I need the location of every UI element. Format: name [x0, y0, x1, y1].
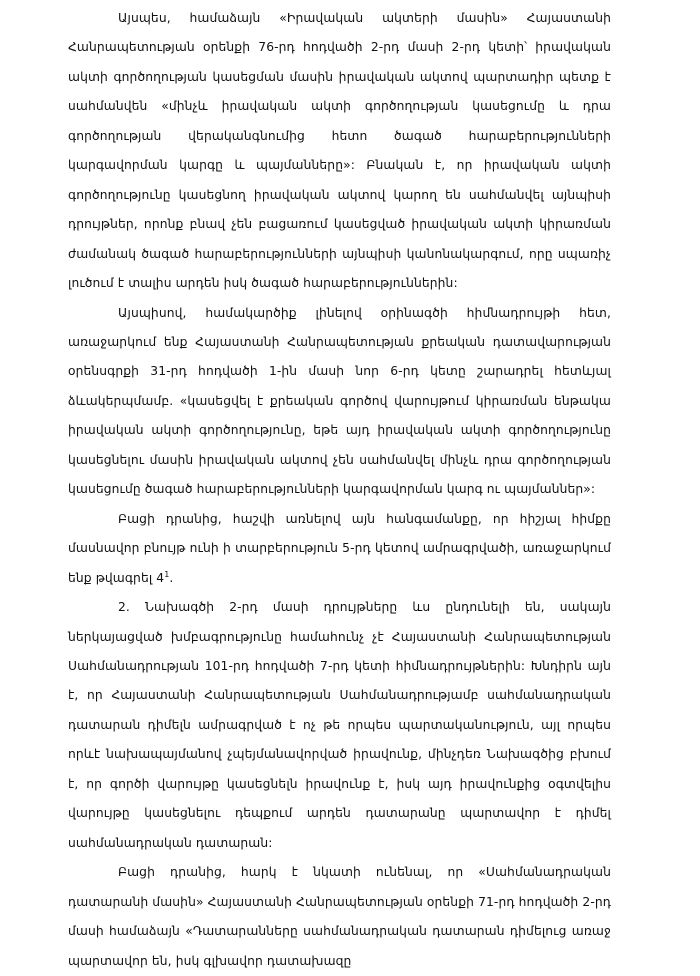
footnote-superscript: 1 [164, 569, 170, 579]
paragraph-4-text: 2. Նախագծի 2-րդ մասի դրույթները ևս ընդունելի են, սակայն ներկայացված խմբագրությունը համահունչ չէ Հայաստանի Հանրապետության Սահմանադրության 101-րդ հոդվածի 7-րդ կետի հիմնադրույթներին: Խնդիրն այն է, որ Հայաստանի Հանրապետության Սահմանադրությամբ սահմանադրական դատարան դիմելն ամրագրված է ոչ թե որպես պարտականություն, այլ որպես որևէ նախապայմանով չպեյմանավորված իրավունք, մինչդեռ Նախագծից բխում է, որ գործի վարույթը կասեցնելն իրավունք է, իսկ այդ իրավունքից օգտվելիս վարույթը կասեցնելու դեպքում արդեն դատարանը պարտավոր է դիմել սահմանադրական դատարան: [68, 600, 611, 850]
paragraph-1-text: Այսպես, համաձայն «Իրավական ակտերի մասին» Հայաստանի Հանրապետության օրենքի 76-րդ հոդվածի 2-րդ մասի 2-րդ կետի՝ իրավական ակտի գործողության կասեցման մասին իրավական ակտով պարտադիր պետք է սահմանվեն «մինչև իրավական ակտի գործողության կասեցումը և դրա գործողության վերականգնումից հետո ծագած հարաբերությունների կարգավորման կարգը և պայմանները»: Բնական է, որ իրավական ակտի գործողությունը կասեցնող իրավական ակտով կարող են սահմանվել այնպիսի դրույթներ, որոնք բնավ չեն բացառում կասեցված իրավական ակտի կիրառման ժամանակ ծագած հարաբերությունների այնպիսի կանոնակարգում, որը սպառիչ լուծում է տալիս արդեն իսկ ծագած հարաբերություններին: [68, 11, 611, 291]
paragraph-3-tail: . [169, 570, 174, 585]
paragraph-4 [68, 593, 611, 858]
document-body [68, 4, 611, 976]
paragraph-2 [68, 299, 611, 505]
paragraph-3 [68, 505, 611, 593]
paragraph-5-text: Բացի դրանից, հարկ է նկատի ունենալ, որ «Սահմանադրական դատարանի մասին» Հայաստանի Հանրապետության օրենքի 71-րդ հոդվածի 2-րդ մասի համաձայն «Դատարանները սահմանադրական դատարան դիմելուց առաջ պարտավոր են, իսկ գլխավոր դատախազը [68, 865, 611, 968]
paragraph-2-text: Այսպիսով, համակարծիք լինելով օրինագծի հիմնադրույթի հետ, առաջարկում ենք Հայաստանի Հանրապետության քրեական դատավարության օրենսգրքի 31-րդ հոդվածի 1-ին մասի նոր 6-րդ կետը շարադրել հետևյալ ձևակերպմամբ. «կասեցվել է քրեական գործով վարույթում կիրառման ենթակա իրավական ակտի գործողությունը, եթե այդ իրավական ակտի գործողությունը կասեցնելու մասին իրավական ակտով չեն սահմանվել մինչև դրա գործողության կասեցումը ծագած հարաբերությունների կարգավորման կարգ ու պայմաններ»: [68, 305, 611, 497]
paragraph-5 [68, 858, 611, 976]
paragraph-3-text: Բացի դրանից, հաշվի առնելով այն հանգամանքը, որ հիշյալ հիմքը մասնավոր բնույթ ունի ի տարբերություն 5-րդ կետով ամրագրվածի, առաջարկում ենք թվագրել 4 [68, 511, 611, 585]
paragraph-1 [68, 4, 611, 299]
